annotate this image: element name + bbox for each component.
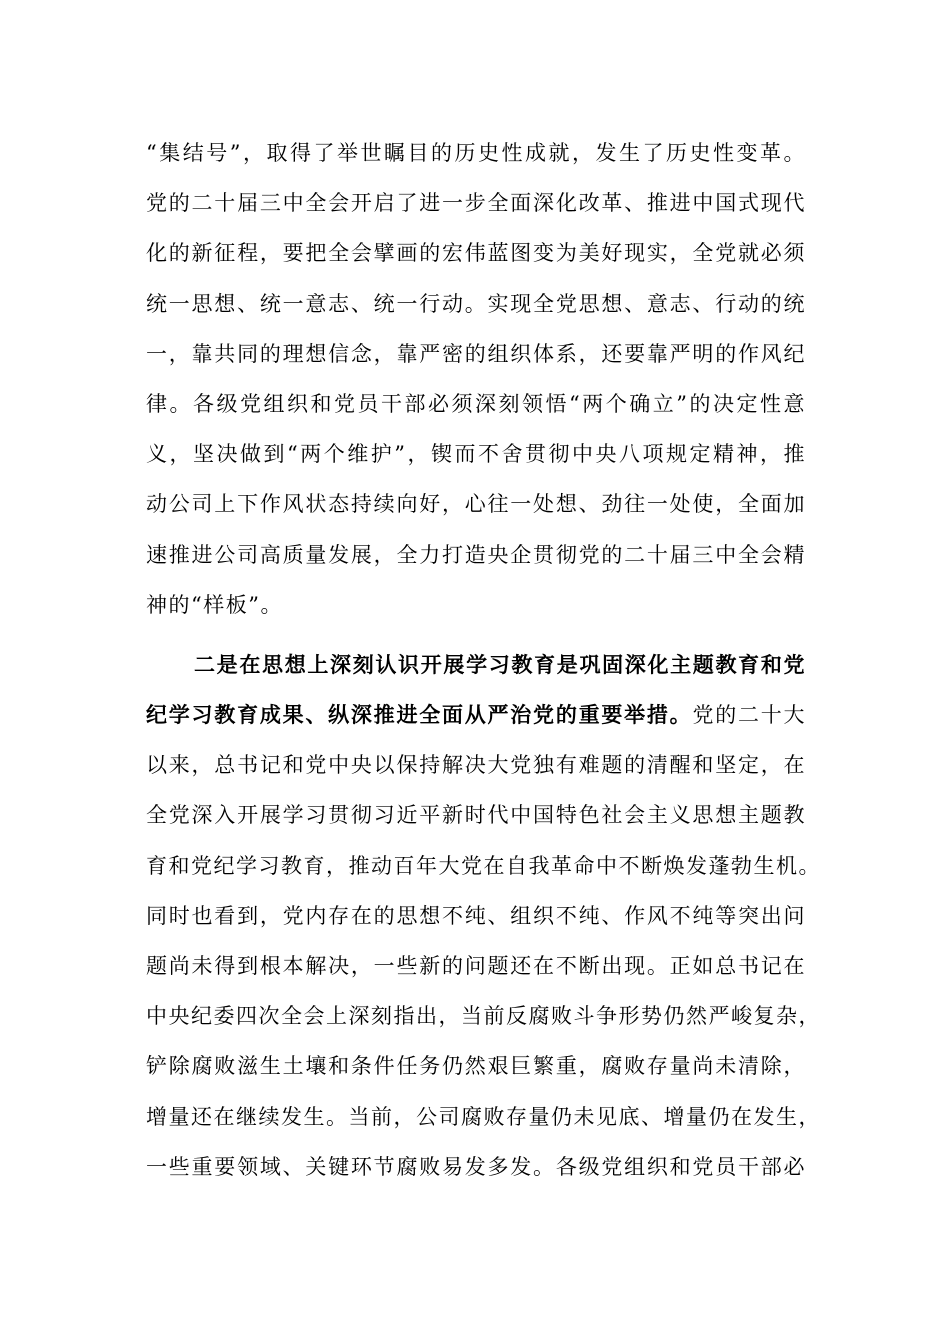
text-line: 动公司上下作风状态持续向好，心往一处想、劲往一处使，全面加 <box>146 492 806 517</box>
paragraph-gap <box>146 630 806 640</box>
text-line: 全党深入开展学习贯彻习近平新时代中国特色社会主义思想主题教 <box>146 803 806 828</box>
document-body <box>146 128 821 1192</box>
text-line: 神的“样板”。 <box>146 592 283 617</box>
text-line: 义，坚决做到“两个维护”，锲而不舍贯彻中央八项规定精神，推 <box>146 442 806 467</box>
text-line: 一，靠共同的理想信念，靠严密的组织体系，还要靠严明的作风纪 <box>146 341 806 366</box>
text-line: 以来，总书记和党中央以保持解决大党独有难题的清醒和坚定，在 <box>146 753 806 778</box>
paragraph-2-mixed-line <box>146 690 806 740</box>
text-line: 中央纪委四次全会上深刻指出，当前反腐败斗争形势仍然严峻复杂， <box>146 1004 821 1029</box>
paragraph-2 <box>146 640 821 1192</box>
paragraph-1 <box>146 128 806 630</box>
text-line: 律。各级党组织和党员干部必须深刻领悟“两个确立”的决定性意 <box>146 391 806 416</box>
text-line: 题尚未得到根本解决，一些新的问题还在不断出现。正如总书记在 <box>146 954 806 978</box>
paragraph-2-heading-end: 纪学习教育成果、纵深推进全面从严治党的重要举措。 <box>146 702 693 728</box>
paragraph-2-line-tail: 党的二十大 <box>692 703 807 728</box>
paragraph-2-heading-line: 二是在思想上深刻认识开展学习教育是巩固深化主题教育和党 <box>194 651 806 677</box>
text-line: 育和党纪学习教育，推动百年大党在自我革命中不断焕发蓬勃生机。 <box>146 853 821 878</box>
text-line: 党的二十届三中全会开启了进一步全面深化改革、推进中国式现代 <box>146 191 806 216</box>
text-line: 统一思想、统一意志、统一行动。实现全党思想、意志、行动的统 <box>146 291 806 316</box>
text-line: 一些重要领域、关键环节腐败易发多发。各级党组织和党员干部必 <box>146 1154 806 1179</box>
text-line: 铲除腐败滋生土壤和条件任务仍然艰巨繁重，腐败存量尚未清除， <box>146 1054 806 1079</box>
text-line: “集结号”，取得了举世瞩目的历史性成就，发生了历史性变革。 <box>146 141 806 165</box>
text-line: 速推进公司高质量发展，全力打造央企贯彻党的二十届三中全会精 <box>146 542 806 567</box>
text-line: 增量还在继续发生。当前，公司腐败存量仍未见底、增量仍在发生， <box>146 1104 821 1129</box>
text-line: 化的新征程，要把全会擘画的宏伟蓝图变为美好现实，全党就必须 <box>146 241 806 266</box>
text-line: 同时也看到，党内存在的思想不纯、组织不纯、作风不纯等突出问 <box>146 903 806 928</box>
